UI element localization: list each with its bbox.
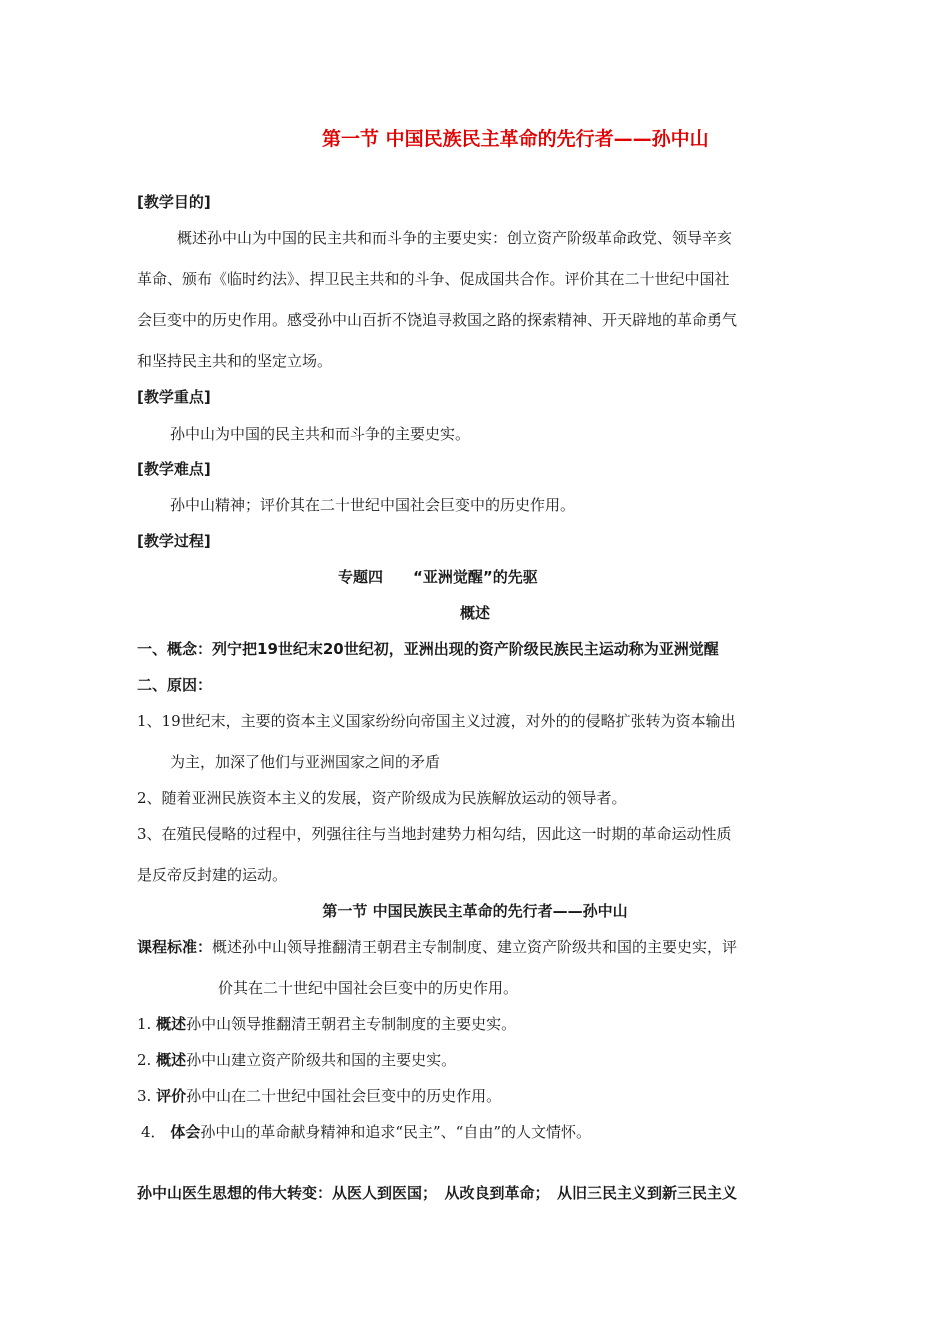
cause-2: 2、随着亚洲民族资本主义的发展，资产阶级成为民族解放运动的领导者。 [137, 789, 627, 807]
topic-heading: 专题四 “亚洲觉醒”的先驱 [338, 568, 538, 586]
list-item [141, 1122, 591, 1142]
heading-objectives: [教学目的] [137, 193, 211, 211]
heading-difficult-points: [教学难点] [137, 460, 211, 478]
section-heading: 第一节 中国民族民主革命的先行者——孙中山 [322, 902, 628, 920]
overview-heading: 概述 [459, 604, 490, 622]
item-number: 4． [141, 1123, 166, 1141]
cause-3-line-1: 3、在殖民侵略的过程中，列强往往与当地封建势力相勾结，因此这一时期的革命运动性质 [137, 825, 732, 843]
item-keyword: 评价 [156, 1087, 187, 1105]
item-text: 孙中山领导推翻清王朝君主专制制度的主要史实。 [186, 1015, 517, 1033]
objectives-line-1: 概述孙中山为中国的民主共和而斗争的主要史实：创立资产阶级革命政党、领导辛亥 [177, 229, 733, 247]
item-text: 孙中山的革命献身精神和追求“民主”、“自由”的人文情怀。 [200, 1123, 592, 1141]
item-text: 孙中山建立资产阶级共和国的主要史实。 [186, 1051, 457, 1069]
page-title: 第一节 中国民族民主革命的先行者——孙中山 [322, 128, 709, 150]
standard-text-1: 概述孙中山领导推翻清王朝君主专制制度、建立资产阶级共和国的主要史实，评 [212, 938, 738, 956]
cause-heading: 二、原因： [137, 676, 213, 694]
item-number: 1. [137, 1015, 152, 1033]
item-number: 3. [137, 1087, 152, 1105]
item-text: 孙中山在二十世纪中国社会巨变中的历史作用。 [186, 1087, 502, 1105]
standard-line-1 [137, 937, 737, 957]
item-keyword: 概述 [156, 1051, 187, 1069]
cause-3-line-2: 是反帝反封建的运动。 [137, 866, 288, 884]
objectives-line-3: 会巨变中的历史作用。感受孙中山百折不饶追寻救国之路的探索精神、开天辟地的革命勇气 [137, 311, 738, 329]
item-keyword: 概述 [156, 1015, 187, 1033]
list-item [137, 1086, 501, 1106]
list-item [137, 1014, 516, 1034]
cause-1-line-2: 为主，加深了他们与亚洲国家之间的矛盾 [170, 753, 441, 771]
key-points-text: 孙中山为中国的民主共和而斗争的主要史实。 [170, 425, 471, 443]
concept-line: 一、概念：列宁把19世纪末20世纪初，亚洲出现的资产阶级民族民主运动称为亚洲觉醒 [137, 640, 719, 658]
objectives-line-2: 革命、颁布《临时约法》、捍卫民主共和的斗争、促成国共合作。评价其在二十世纪中国社 [137, 270, 730, 288]
cause-1-line-1: 1、19世纪末，主要的资本主义国家纷纷向帝国主义过渡，对外的的侵略扩张转为资本输出 [137, 712, 736, 730]
transformation-line: 孙中山医生思想的伟大转变：从医人到医国； 从改良到革命； 从旧三民主义到新三民主义 [137, 1184, 738, 1202]
list-item [137, 1050, 456, 1070]
heading-key-points: [教学重点] [137, 388, 211, 406]
heading-process: [教学过程] [137, 532, 211, 550]
objectives-line-4: 和坚持民主共和的坚定立场。 [137, 352, 333, 370]
standard-label: 课程标准： [137, 938, 213, 956]
difficult-points-text: 孙中山精神；评价其在二十世纪中国社会巨变中的历史作用。 [170, 496, 576, 514]
item-keyword: 体会 [170, 1123, 201, 1141]
item-number: 2. [137, 1051, 152, 1069]
standard-line-2: 价其在二十世纪中国社会巨变中的历史作用。 [218, 979, 519, 997]
